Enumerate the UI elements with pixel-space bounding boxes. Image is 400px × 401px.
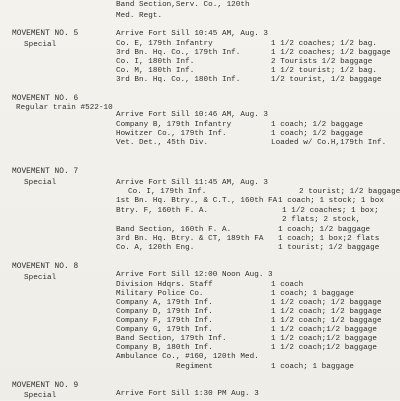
unit-name: Military Police Co. — [116, 290, 204, 298]
unit-name: Regiment — [176, 363, 213, 371]
unit-name: 1st Bn. Hq. Btry., & C.T., 160th FA — [116, 197, 278, 205]
arrival-line: Arrive Fort Sill 1:30 PM Aug. 3 — [116, 390, 259, 398]
unit-name: Company B, 180th Inf. — [116, 344, 213, 352]
allocation: 1 coach; 1 stock; 1 box — [278, 197, 384, 205]
allocation: 1 coach; 1 baggage — [271, 290, 354, 298]
allocation: 1 coach; 1/2 baggage — [271, 130, 364, 138]
unit-name: Howitzer Co., 179th Inf. — [116, 130, 227, 138]
allocation: 1 1/2 coach; 1/2 baggage — [271, 299, 382, 307]
allocation: 1 coach; 1/2 baggage — [271, 121, 364, 129]
allocation: 1/2 tourist, 1/2 baggage — [271, 76, 382, 84]
unit-name: Company A, 179th Inf. — [116, 299, 213, 307]
unit-name: Band Section, 179th Inf. — [116, 335, 227, 343]
movement-type: Special — [24, 179, 57, 187]
allocation: 1 1/2 coaches; 1/2 baggage — [271, 49, 391, 57]
arrival-line: Arrive Fort Sill 10:45 AM, Aug. 3 — [116, 30, 269, 38]
unit-name: Company F, 179th Inf. — [116, 317, 213, 325]
movement-title: MOVEMENT NO. 6 — [12, 95, 79, 103]
allocation: 1 coach — [271, 281, 304, 289]
unit-name: Co. I, 180th Inf. — [116, 58, 195, 66]
movement-type: Special — [24, 41, 57, 49]
unit-name: Co. E, 179th Infantry — [116, 40, 213, 48]
allocation: 2 Tourists 1/2 baggage — [271, 58, 373, 66]
unit-name: Co. M, 180th Inf. — [116, 67, 195, 75]
allocation: 1 1/2 tourist; 1/2 bag. — [271, 67, 377, 75]
unit-name: Ambulance Co., #160, 120th Med. — [116, 353, 259, 361]
allocation: 1 1/2 coach;1/2 baggage — [271, 326, 377, 334]
unit-name: Co. A, 120th Eng. — [116, 244, 195, 252]
header-line: Band Section,Serv. Co., 120th — [116, 1, 250, 9]
allocation: 1 1/2 coach;1/2 baggage — [271, 344, 377, 352]
allocation: 1 1/2 coach;1/2 baggage — [271, 335, 377, 343]
unit-name: Company B, 179th Infantry — [116, 121, 232, 129]
unit-name: Vet. Det., 45th Div. — [116, 139, 209, 147]
allocation: 1 coach; 1 baggage — [271, 363, 354, 371]
unit-name: Company D, 179th Inf. — [116, 308, 213, 316]
allocation: 1 1/2 coaches; 1 box; — [282, 207, 379, 215]
movement-type: Special — [24, 392, 57, 400]
unit-name: Company G, 179th Inf. — [116, 326, 213, 334]
unit-name: Co. I, 179th Inf. — [128, 188, 207, 196]
unit-name: 3rd Bn. Hq. Co., 180th Inf. — [116, 76, 241, 84]
allocation: 1 1/2 coach; 1/2 baggage — [271, 308, 382, 316]
unit-name: Band Section, 160th F. A. — [116, 226, 232, 234]
header-line: Med. Regt. — [116, 12, 163, 20]
arrival-line: Arrive Fort Sill 12:00 Noon Aug. 3 — [116, 271, 273, 279]
allocation: 2 flats; 2 stock, — [282, 216, 361, 224]
movement-title: MOVEMENT NO. 8 — [12, 263, 79, 271]
movement-type: Special — [24, 274, 57, 282]
allocation: 2 tourist; 1/2 baggage — [299, 188, 400, 196]
movement-title: MOVEMENT NO. 9 — [12, 382, 79, 390]
arrival-line: Arrive Fort Sill 11:45 AM, Aug. 3 — [116, 179, 269, 187]
allocation: 1 coach; 1/2 baggage — [278, 226, 371, 234]
unit-name: Division Hdqrs. Staff — [116, 281, 213, 289]
allocation: 1 1/2 coaches; 1/2 bag. — [271, 40, 377, 48]
movement-title: MOVEMENT NO. 5 — [12, 30, 79, 38]
unit-name: 3rd Bn. Hq. Co., 179th Inf. — [116, 49, 241, 57]
allocation: 1 coach; 1 box;2 flats — [278, 235, 380, 243]
allocation: 1 tourist; 1/2 baggage — [278, 244, 380, 252]
allocation: 1 1/2 coach; 1/2 baggage — [271, 317, 382, 325]
movement-type: Regular train #522-10 — [16, 104, 113, 112]
arrival-line: Arrive Fort Sill 10:46 AM, Aug. 3 — [116, 111, 269, 119]
unit-name: 3rd Bn. Hq. Btry. & CT, 189th FA — [116, 235, 264, 243]
movement-title: MOVEMENT NO. 7 — [12, 168, 79, 176]
unit-name: Btry. F, 160th F. A. — [116, 207, 209, 215]
allocation: Loaded w/ Co.H,179th Inf. — [271, 139, 387, 147]
